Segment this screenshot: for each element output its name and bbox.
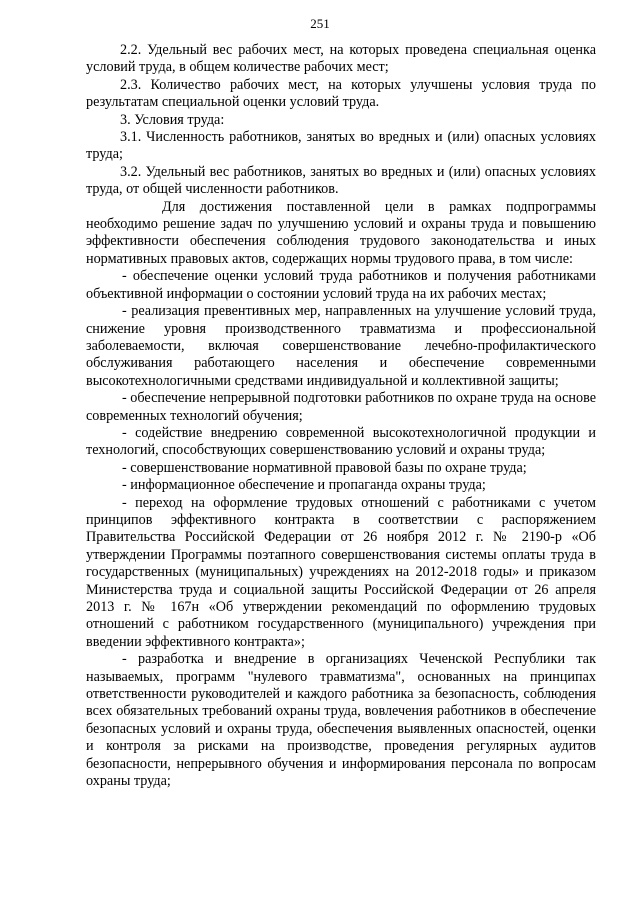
task-item: - обеспечение оценки условий труда работников и получения работниками объективной информации о состоянии условий труда на их рабочих местах; — [86, 268, 596, 302]
indicator-3-1: 3.1. Численность работников, занятых во вредных и (или) опасных условиях труда; — [86, 129, 596, 163]
page-number: 251 — [310, 16, 330, 31]
document-body — [86, 42, 596, 790]
task-item: - обеспечение непрерывной подготовки работников по охране труда на основе современных технологий обучения; — [86, 390, 596, 424]
task-item: - переход на оформление трудовых отношений с работниками с учетом принципов эффективного контракта в соответствии с распоряжением Правительства Российской Федерации от 26 ноября 2012 г. № 2190-р «Об утверждении Программы поэтапного совершенствования системы оплаты труда в государственных (муниципальных) учреждениях на 2012-2018 годы» и приказом Министерства труда и социальной защиты Российской Федерации от 26 апреля 2013 г. № 167н «Об утверждении рекомендаций по оформлению трудовых отношений с работником государственного (муниципального) учреждения при введении эффективного контракта»; — [86, 494, 596, 650]
task-item: - разработка и внедрение в организациях Чеченской Республики так называемых, программ "нулевого травматизма", основанных на принципах ответственности руководителей и каждого работника за безопасность, соблюдения всех обязательных требований охраны труда, вовлечения работников в обеспечение безопасных условий и охраны труда, обеспечения выявленных опасностей, оценки и контроля за рисками на производстве, проведения регулярных аудитов безопасности, непрерывного обучения и информирования персонала по вопросам охраны труда; — [86, 651, 596, 790]
section-3-heading: 3. Условия труда: — [120, 111, 225, 128]
indicator-3-2: 3.2. Удельный вес работников, занятых во вредных и (или) опасных условиях труда, от общей численности работников. — [86, 163, 596, 198]
indicator-2-3: 2.3. Количество рабочих мест, на которых улучшены условия труда по результатам специальной оценки условий труда. — [86, 76, 596, 111]
task-item: - информационное обеспечение и пропаганда охраны труда; — [122, 477, 486, 494]
indicator-2-2: 2.2. Удельный вес рабочих мест, на которых проведена специальная оценка условий труда, в общем количестве рабочих мест; — [86, 42, 596, 76]
goal-paragraph: Для достижения поставленной цели в рамках подпрограммы необходимо решение задач по улучшению условий и охраны труда и повышению эффективности обеспечения соблюдения трудового законодательства и иных нормативных правовых актов, содержащих нормы трудового права, в том числе: — [86, 198, 596, 267]
task-item: - реализация превентивных мер, направленных на улучшение условий труда, снижение уровня производственного травматизма и профессиональной заболеваемости, включая совершенствование лечебно-профилактического обслуживания работающего населения и обеспечение современными высокотехнологичными средствами индивидуальной и коллективной защиты; — [86, 303, 596, 389]
task-item: - содействие внедрению современной высокотехнологичной продукции и технологий, способствующих совершенствованию условий и охраны труда; — [86, 424, 596, 459]
task-item: - совершенствование нормативной правовой базы по охране труда; — [122, 459, 527, 476]
